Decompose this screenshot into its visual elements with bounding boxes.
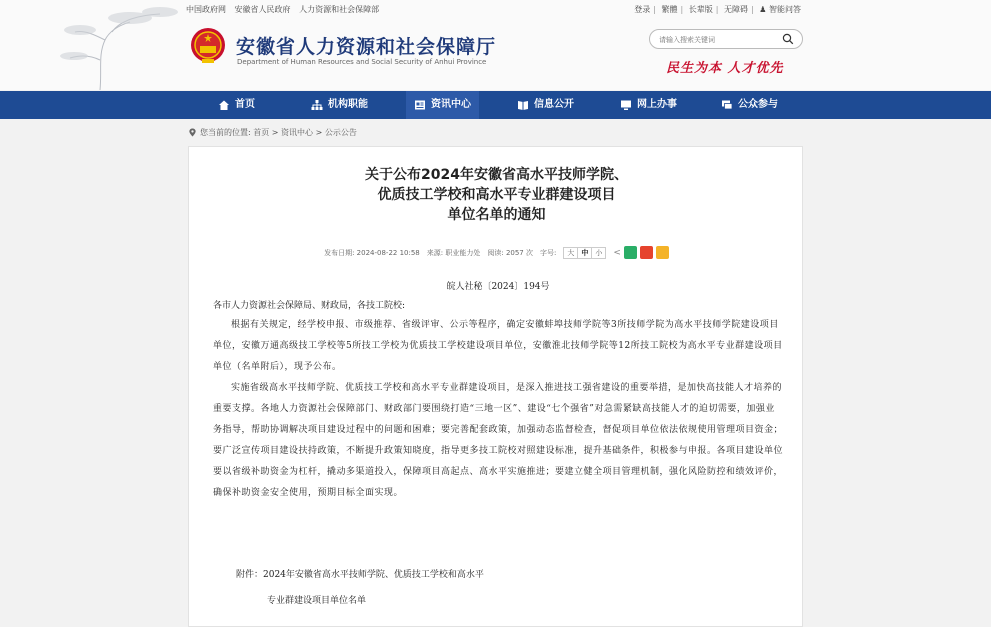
org-chart-icon xyxy=(311,99,323,111)
addressee: 各市人力资源社会保障局、财政局，各技工院校: xyxy=(213,301,406,311)
attachment-link-continued[interactable]: 专业群建设项目单位名单 xyxy=(267,596,367,606)
title-line: 单位名单的通知 xyxy=(447,207,546,223)
view-count: 阅读: 2057 次 xyxy=(487,248,533,257)
nav-item-home[interactable] xyxy=(218,91,255,119)
paragraph: 根据有关规定，经学校申报、市级推荐、省级评审、公示等程序，确定安徽蚌埠技师学院等3所技师学院为高水平技师学院建设项目单位，安徽万通高级技工学校等5所技工学校为优质技工学校建设项目单位，安徽淮北技师学院等12所技工院校为高水平专业群建设项目单位（名单附后），现予公布。 xyxy=(213,320,783,372)
paragraph: 实施省级高水平技师学院、优质技工学校和高水平专业群建设项目，是深入推进技工强省建设的重要举措，是加快高技能人才培养的重要支撑。各地人力资源社会保障部门、财政部门要围绕打造“三地一区”、建设“七个强省”对急需紧缺高技能人才的迫切需要，加强业务指导，帮助协调解决项目建设过程中的问题和困难；要完善配套政策，加强动态监督检查，督促项目单位依法依规使用管理项目资金；要广泛宣传项目建设扶持政策，不断提升政策知晓度，指导更多技工院校对照建设标准，提升基础条件，积极参与申报。各项目建设单位要以省级补助资金为杠杆，撬动多渠道投入，保障项目高起点、高水平实施推进；要建立健全项目管理机制，强化风险防控和绩效评价，确保补助资金安全使用，预期目标全面实现。 xyxy=(213,383,784,498)
font-size-large[interactable]: 大 xyxy=(564,248,578,258)
nav-item-info-disclosure[interactable] xyxy=(517,91,574,119)
link-anhui-gov[interactable]: 安徽省人民政府 xyxy=(234,5,291,14)
site-subtitle: Department of Human Resources and Social Security of Anhui Province xyxy=(237,58,487,66)
article-meta xyxy=(189,246,804,259)
title-line: 优质技工学校和高水平专业群建设项目 xyxy=(377,187,616,203)
monitor-icon xyxy=(620,99,632,111)
nav-item-online-service[interactable] xyxy=(620,91,677,119)
qzone-share-icon[interactable] xyxy=(656,246,669,259)
robot-icon: ♟ xyxy=(759,5,767,14)
font-size-small[interactable]: 小 xyxy=(595,248,603,257)
smart-qa-link[interactable]: 智能问答 xyxy=(769,5,801,14)
login-link[interactable]: 登录 xyxy=(634,5,651,14)
search-input[interactable] xyxy=(659,34,779,45)
search-box[interactable] xyxy=(649,29,803,49)
share-bar xyxy=(613,246,669,259)
slogan: 民生为本 人才优先 xyxy=(666,61,784,76)
nav-item-label: 网上办事 xyxy=(637,99,677,110)
nav-item-organization[interactable] xyxy=(311,91,368,119)
attachment-link[interactable]: 附件：2024年安徽省高水平技师学院、优质技工学校和高水平 xyxy=(236,570,484,580)
traditional-chinese-link[interactable]: 繁體 xyxy=(661,5,678,14)
site-header xyxy=(0,0,991,90)
national-emblem-icon xyxy=(188,26,228,66)
wechat-share-icon[interactable] xyxy=(624,246,637,259)
title-line: 关于公布2024年安徽省高水平技师学院、 xyxy=(365,167,628,183)
nav-item-label: 首页 xyxy=(235,99,255,110)
nav-item-public-participation[interactable] xyxy=(721,91,778,119)
font-size-label: 字号: xyxy=(539,248,557,257)
nav-item-label: 公众参与 xyxy=(738,99,778,110)
source: 来源: 职业能力处 xyxy=(426,248,481,257)
publish-date: 发布日期: 2024-08-22 10:58 xyxy=(324,248,420,257)
book-icon xyxy=(517,99,529,111)
home-icon xyxy=(218,99,230,111)
link-gov-cn[interactable]: 中国政府网 xyxy=(186,5,226,14)
article-title xyxy=(189,165,804,225)
search-icon[interactable] xyxy=(782,33,794,45)
top-links xyxy=(186,4,385,15)
nav-item-label: 机构职能 xyxy=(328,99,368,110)
nav-item-news[interactable] xyxy=(406,91,479,119)
accessibility-link[interactable]: 无障碍 xyxy=(724,5,749,14)
document-number: 皖人社秘〔2024〕194号 xyxy=(446,282,550,292)
site-title: 安徽省人力资源和社会保障厅 xyxy=(236,36,497,58)
news-icon xyxy=(414,99,426,111)
location-pin-icon xyxy=(188,128,197,137)
chat-icon xyxy=(721,99,733,111)
font-size-switcher xyxy=(563,247,606,259)
weibo-share-icon[interactable] xyxy=(640,246,653,259)
article-body xyxy=(213,273,783,504)
breadcrumb-text[interactable]: 您当前的位置: 首页 > 资讯中心 > 公示公告 xyxy=(200,128,357,137)
share-icon: < xyxy=(613,247,621,258)
font-size-medium[interactable]: 中 xyxy=(578,248,592,258)
nav-item-label: 信息公开 xyxy=(534,99,574,110)
nav-item-label: 资讯中心 xyxy=(431,99,471,110)
article-card xyxy=(188,146,803,627)
utility-links: 登录 | 繁體 | 长辈版 | 无障碍 | ♟ 智能问答 xyxy=(634,5,801,14)
main-nav xyxy=(0,91,991,119)
elder-version-link[interactable]: 长辈版 xyxy=(688,5,713,14)
breadcrumb xyxy=(188,127,357,138)
link-mohrss[interactable]: 人力资源和社会保障部 xyxy=(299,5,380,14)
